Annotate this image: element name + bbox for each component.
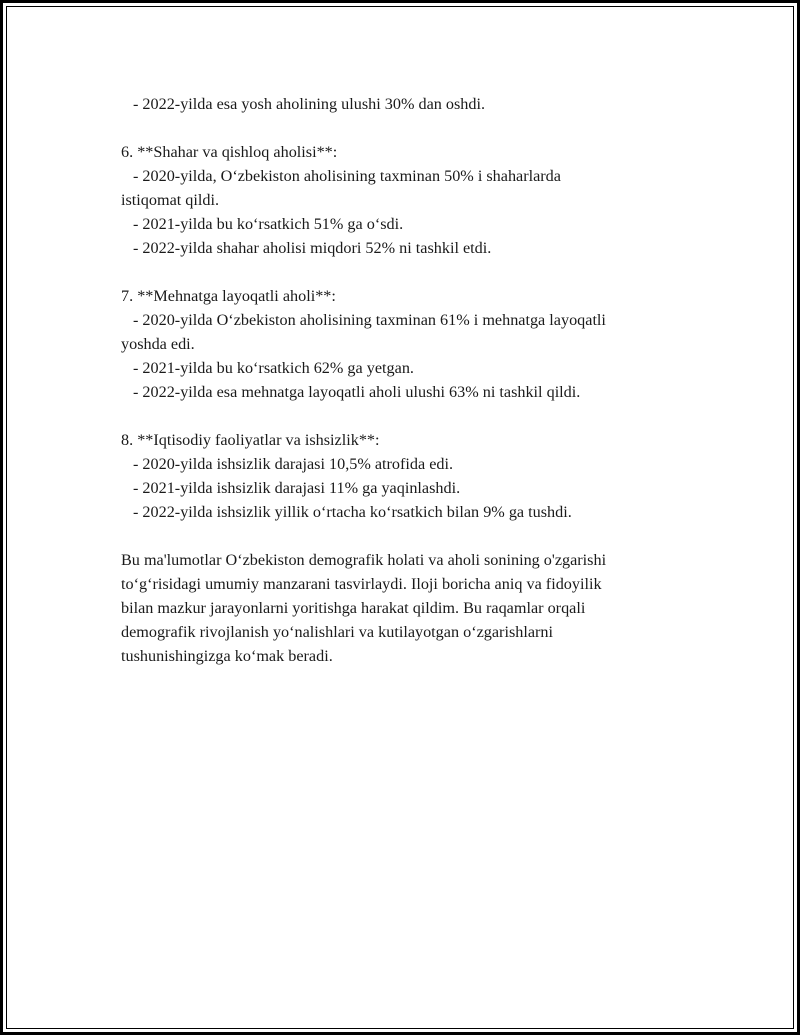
text-line: - 2022-yilda esa mehnatga layoqatli aholi ulushi 63% ni tashkil qildi. xyxy=(133,383,581,401)
text-line: - 2020-yilda ishsizlik darajasi 10,5% atrofida edi. xyxy=(133,455,454,473)
text-line: - 2021-yilda bu ko‘rsatkich 62% ga yetgan. xyxy=(133,359,414,377)
text-line: istiqomat qildi. xyxy=(121,191,220,209)
text-line: - 2021-yilda bu ko‘rsatkich 51% ga o‘sdi. xyxy=(133,215,404,233)
text-line: 6. **Shahar va qishloq aholisi**: xyxy=(121,143,338,161)
text-line: to‘g‘risidagi umumiy manzarani tasvirlaydi. Iloji boricha aniq va fidoyilik xyxy=(121,575,602,593)
text-line: bilan mazkur jarayonlarni yoritishga harakat qildim. Bu raqamlar orqali xyxy=(121,599,586,617)
text-line: Bu ma'lumotlar O‘zbekiston demografik holati va aholi sonining o'zgarishi xyxy=(121,551,607,569)
paragraph-spacer xyxy=(121,524,701,548)
text-line: - 2020-yilda O‘zbekiston aholisining taxminan 61% i mehnatga layoqatli xyxy=(133,311,606,329)
document-body xyxy=(121,92,701,668)
paragraph-spacer xyxy=(121,116,701,140)
text-line: - 2022-yilda ishsizlik yillik o‘rtacha ko‘rsatkich bilan 9% ga tushdi. xyxy=(133,503,572,521)
text-line: tushunishingizga ko‘mak beradi. xyxy=(121,647,333,665)
text-line: - 2022-yilda esa yosh aholining ulushi 30% dan oshdi. xyxy=(133,95,486,113)
text-line: 7. **Mehnatga layoqatli aholi**: xyxy=(121,287,336,305)
paragraph-spacer xyxy=(121,260,701,284)
text-line: demografik rivojlanish yo‘nalishlari va kutilayotgan o‘zgarishlarni xyxy=(121,623,553,641)
text-line: - 2021-yilda ishsizlik darajasi 11% ga yaqinlashdi. xyxy=(133,479,461,497)
text-line: - 2022-yilda shahar aholisi miqdori 52% ni tashkil etdi. xyxy=(133,239,492,257)
text-line: yoshda edi. xyxy=(121,335,195,353)
paragraph-spacer xyxy=(121,404,701,428)
text-line: 8. **Iqtisodiy faoliyatlar va ishsizlik**: xyxy=(121,431,380,449)
text-line: - 2020-yilda, O‘zbekiston aholisining taxminan 50% i shaharlarda xyxy=(133,167,561,185)
